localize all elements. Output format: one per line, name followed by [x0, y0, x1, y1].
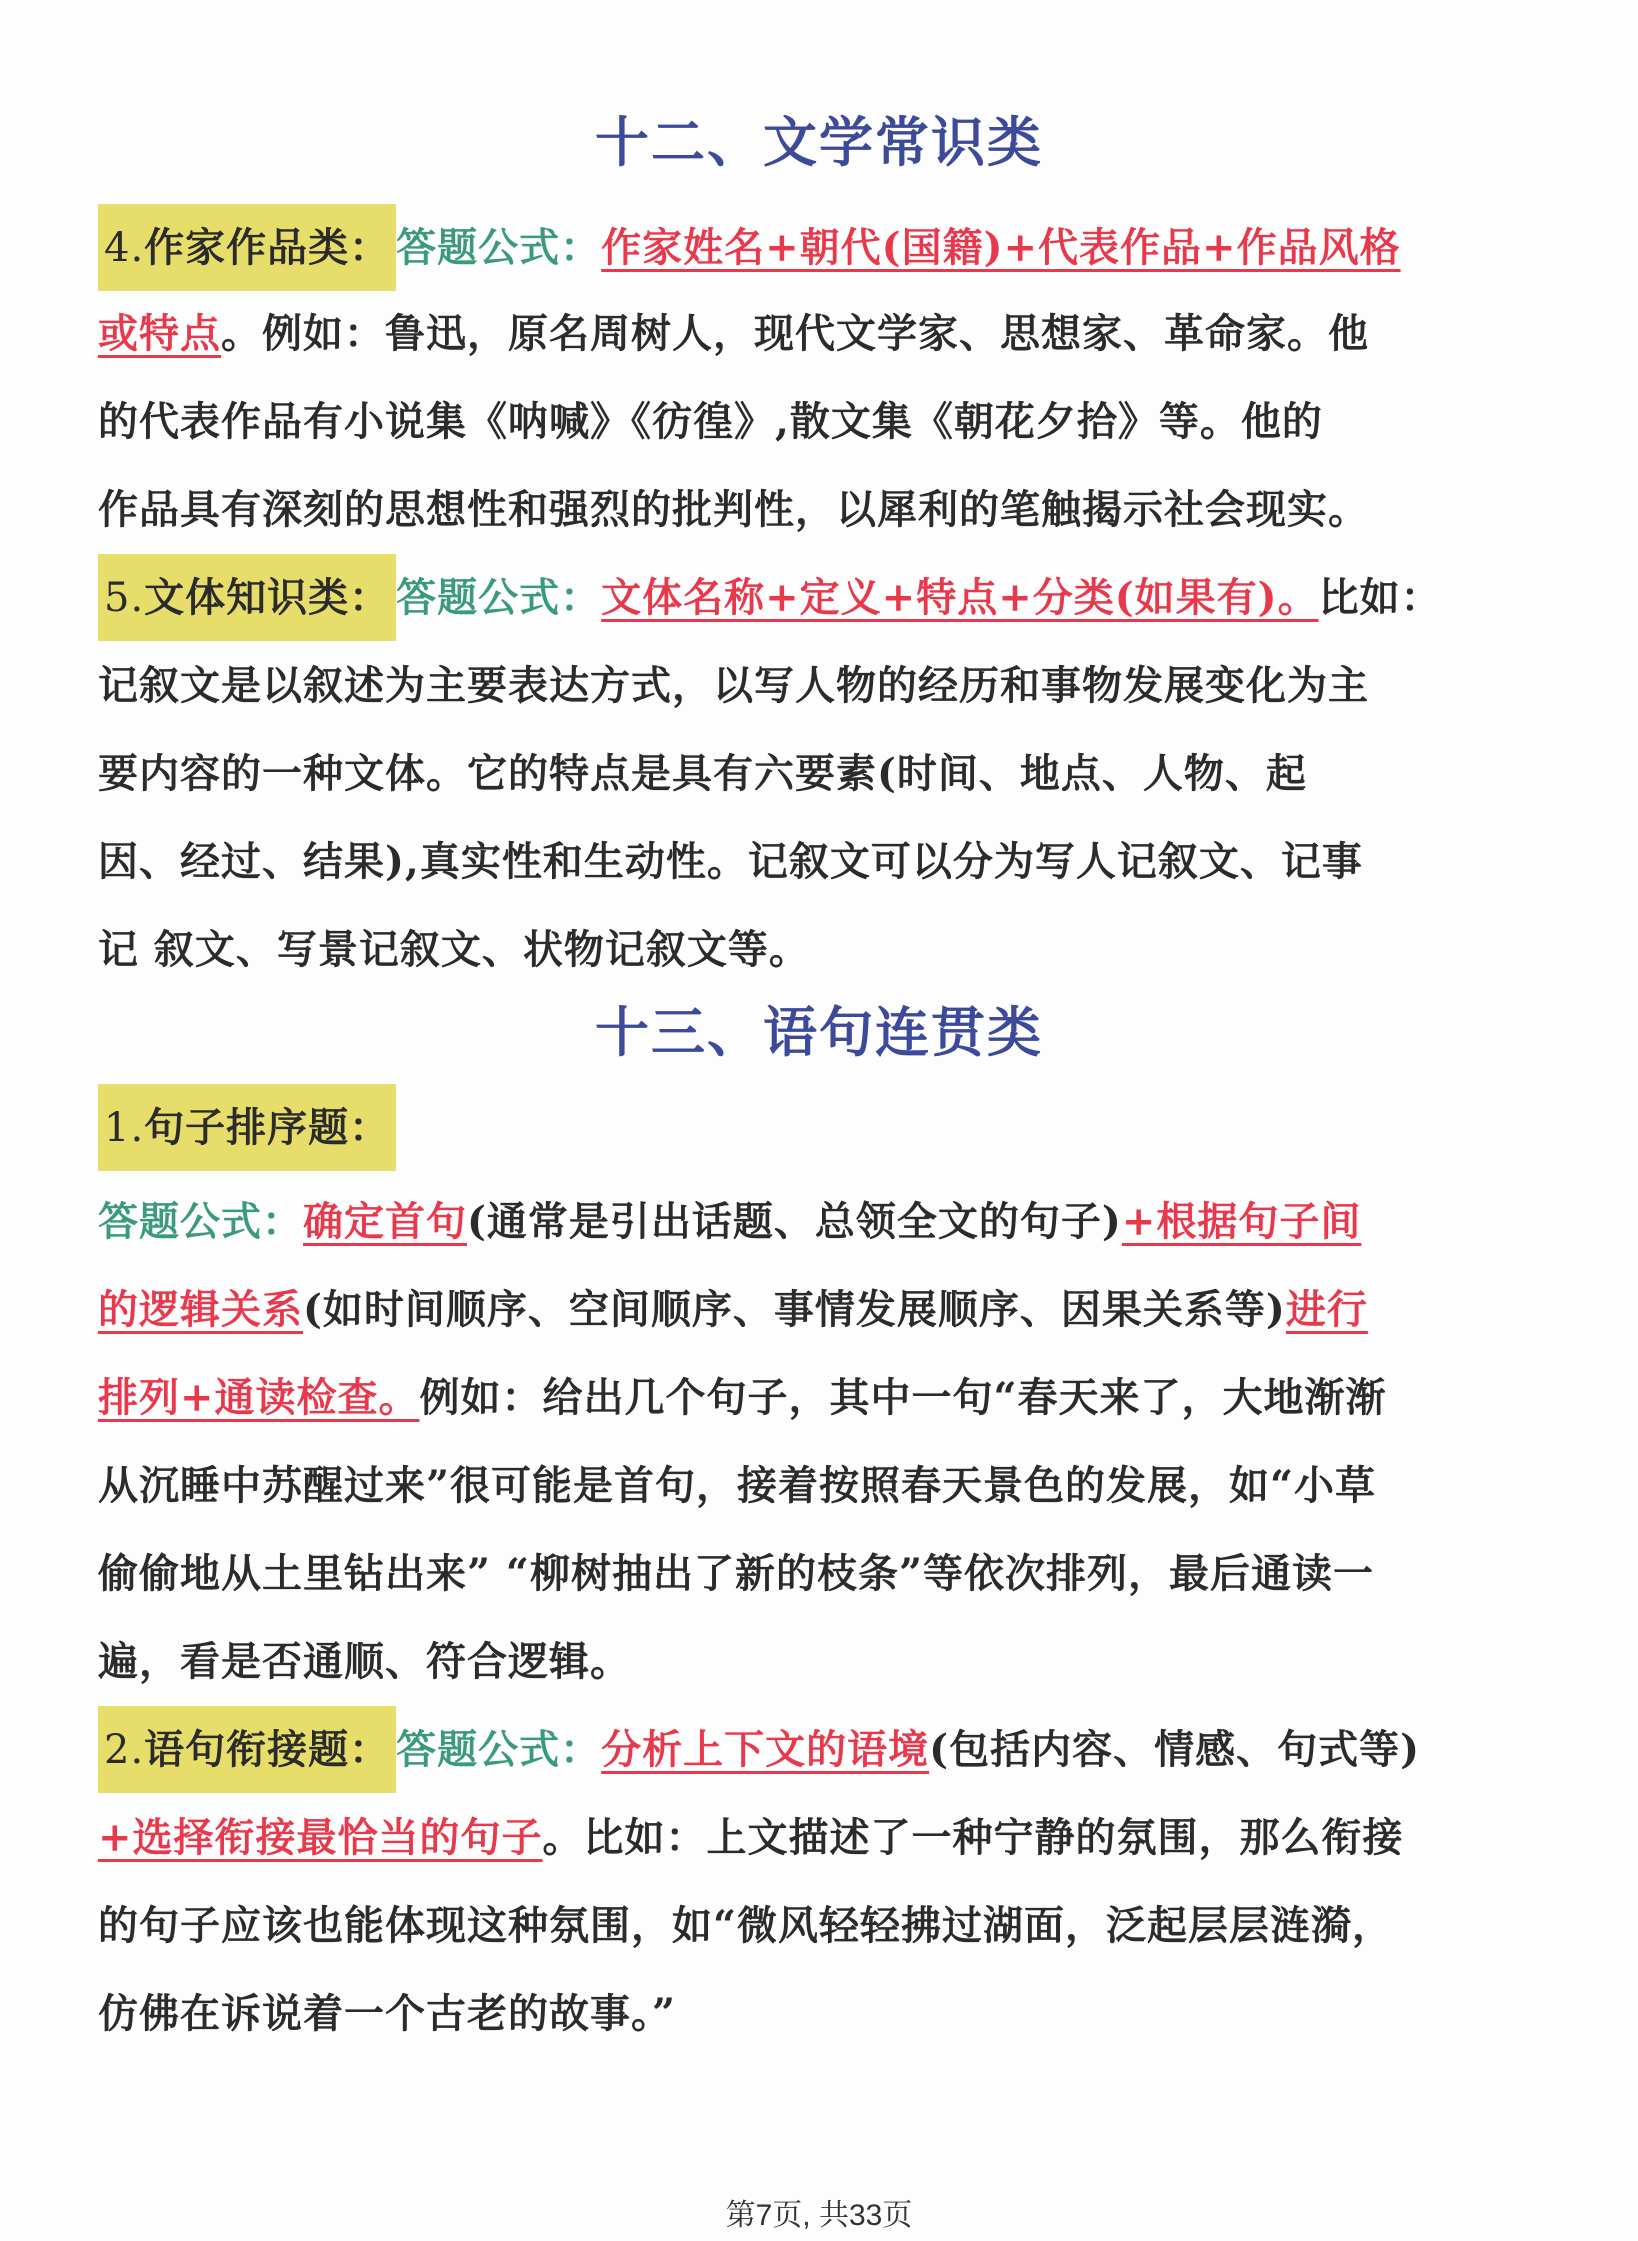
- paragraph-line: 从沉睡中苏醒过来”很可能是首句，接着按照春天景色的发展，如“小草: [98, 1462, 1377, 1509]
- item-5-label: 文体知识类：: [144, 574, 391, 621]
- page-indicator: 第7页, 共33页: [725, 2199, 913, 2232]
- paragraph-line: +选择衔接最恰当的句子。比如：上文描述了一种宁静的氛围，那么衔接: [98, 1814, 1404, 1861]
- paragraph-line: 要内容的一种文体。它的特点是具有六要素(时间、地点、人物、起: [98, 750, 1307, 797]
- item-4-heading-line: [98, 218, 1543, 278]
- section-title-literary-knowledge: 十二、文学常识类: [595, 110, 1043, 174]
- formula-text: 文体名称+定义+特点+分类(如果有)。: [601, 574, 1319, 621]
- paragraph-line: 因、经过、结果),真实性和生动性。记叙文可以分为写人记叙文、记事: [98, 838, 1363, 885]
- item-5-highlight: 5.文体知识类：: [98, 554, 396, 641]
- section-title-sentence-coherence: 十三、语句连贯类: [595, 1000, 1043, 1064]
- paragraph-line: 仿佛在诉说着一个古老的故事。”: [98, 1990, 677, 2037]
- formula-text: 作家姓名+朝代(国籍)+代表作品+作品风格: [601, 224, 1401, 271]
- paragraph-line: 偷偷地从土里钻出来” “柳树抽出了新的枝条”等依次排列，最后通读一: [98, 1550, 1374, 1597]
- item-2-highlight: 2.语句衔接题：: [98, 1706, 396, 1793]
- item-2-heading-line: 2.语句衔接题： 答题公式：分析上下文的语境(包括内容、情感、句式等): [98, 1720, 1543, 1780]
- item-5-heading-line: 5.文体知识类： 答题公式：文体名称+定义+特点+分类(如果有)。比如：: [98, 568, 1543, 628]
- item-1-label: 句子排序题：: [144, 1104, 391, 1151]
- paragraph-line: 或特点。例如：鲁迅，原名周树人，现代文学家、思想家、革命家。他: [98, 310, 1369, 357]
- formula-label: 答题公式：: [396, 224, 602, 271]
- item-2-label: 语句衔接题：: [144, 1726, 391, 1773]
- paragraph-line: 记叙文是以叙述为主要表达方式，以写人物的经历和事物发展变化为主: [98, 662, 1369, 709]
- item-4-highlight: 4.作家作品类：: [98, 204, 396, 291]
- formula-line: 答题公式：确定首句(通常是引出话题、总领全文的句子)+根据句子间: [98, 1198, 1362, 1245]
- formula-label: 答题公式：: [396, 574, 602, 621]
- paragraph-line: 的代表作品有小说集《呐喊》《彷徨》,散文集《朝花夕拾》等。他的: [98, 398, 1323, 445]
- paragraph-line: 的句子应该也能体现这种氛围，如“微风轻轻拂过湖面，泛起层层涟漪，: [98, 1902, 1394, 1949]
- paragraph-line: 的逻辑关系(如时间顺序、空间顺序、事情发展顺序、因果关系等)进行: [98, 1286, 1368, 1333]
- paragraph-line: 遍，看是否通顺、符合逻辑。: [98, 1638, 631, 1685]
- item-1-heading-line: [98, 1098, 1543, 1158]
- paragraph-line: 排列+通读检查。例如：给出几个句子，其中一句“春天来了，大地渐渐: [98, 1374, 1387, 1421]
- paragraph-line: 记 叙文、写景记叙文、状物记叙文等。: [98, 926, 810, 973]
- item-1-highlight: 1.句子排序题：: [98, 1084, 396, 1171]
- paragraph-line: 作品具有深刻的思想性和强烈的批判性，以犀利的笔触揭示社会现实。: [98, 486, 1369, 533]
- item-4-label: 作家作品类：: [144, 224, 391, 271]
